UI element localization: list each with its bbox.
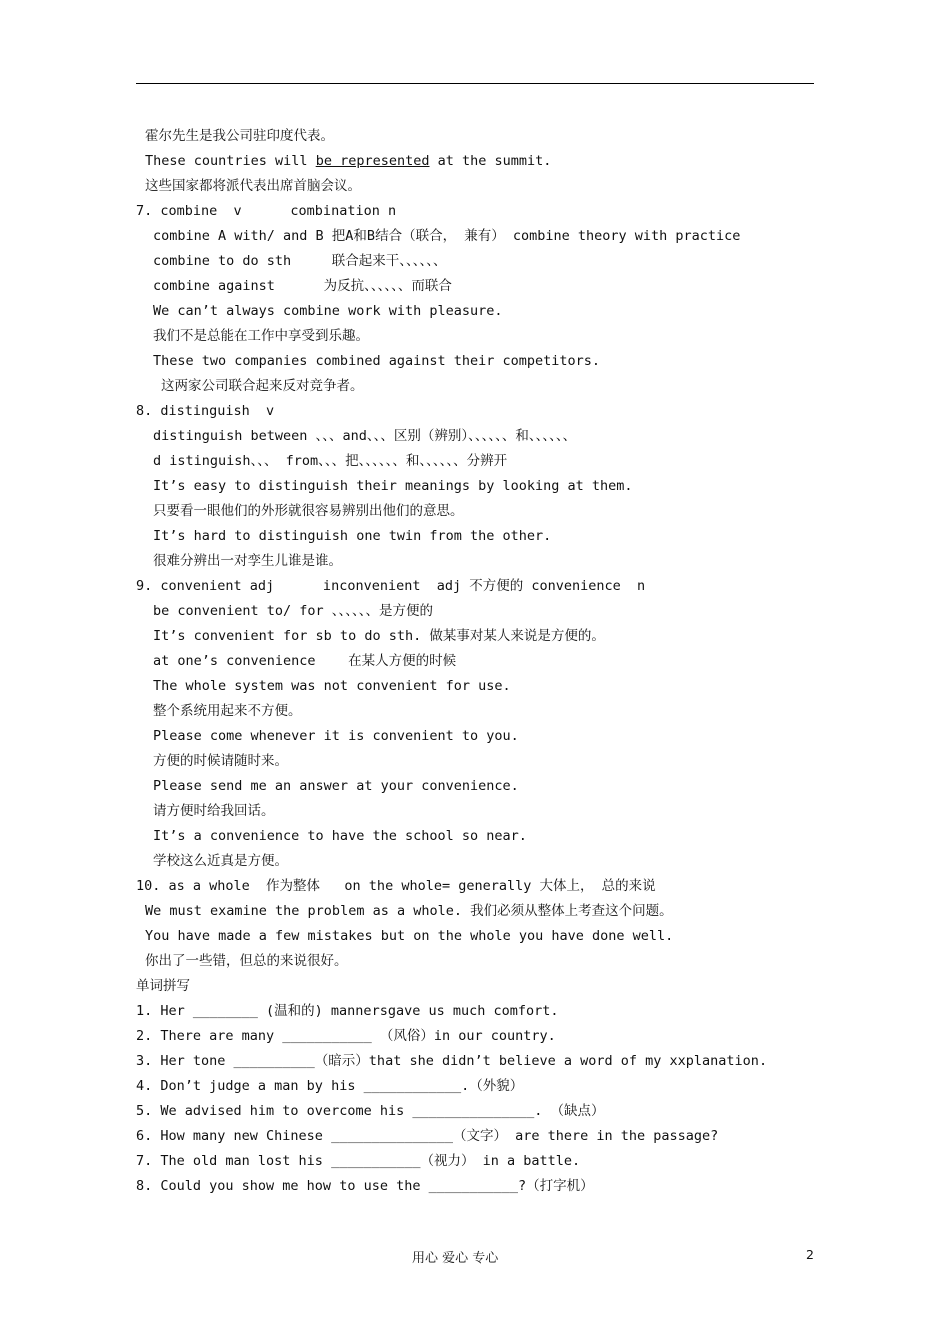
text-line: Please come whenever it is convenient to you. [153,728,519,744]
example-sentence [145,149,551,174]
text-line: combine against 为反抗、、、、、、而联合 [153,278,452,294]
text-line: 方便的时候请随时来。 [153,753,288,769]
exercise-item: 1. Her ________ (温和的) mannersgave us much comfort. [136,1003,559,1019]
text-line: d istinguish、、、 from、、、把、、、、、、和、、、、、、分辨开 [153,453,508,469]
exercise-item: 5. We advised him to overcome his _______________. （缺点） [136,1103,605,1119]
sentence-part: at the summit. [429,153,552,169]
text-line: 学校这么近真是方便。 [153,853,288,869]
exercise-item: 6. How many new Chinese _______________（文字） are there in the passage? [136,1128,719,1144]
text-line: It’s easy to distinguish their meanings by looking at them. [153,478,633,494]
header-rule [136,83,814,84]
text-line: It’s hard to distinguish one twin from the other. [153,528,552,544]
vocab-heading: 9. convenient adj inconvenient adj 不方便的 convenience n [136,578,646,594]
vocab-heading: 8. distinguish v [136,403,275,419]
text-line: We can’t always combine work with pleasure. [153,303,503,319]
text-line: at one’s convenience 在某人方便的时候 [153,653,457,669]
text-line: 这些国家都将派代表出席首脑会议。 [145,178,361,194]
exercise-item: 7. The old man lost his ___________（视力） in a battle. [136,1153,581,1169]
exercise-item: 3. Her tone __________（暗示）that she didn’t believe a word of my xxplanation. [136,1053,768,1069]
text-line: It’s a convenience to have the school so near. [153,828,527,844]
text-line: 只要看一眼他们的外形就很容易辨别出他们的意思。 [153,503,464,519]
underlined-phrase: be represented [315,153,430,169]
footer-text: 用心 爱心 专心 [412,1251,499,1266]
exercise-item: 4. Don’t judge a man by his ____________.（外貌） [136,1078,524,1094]
text-line: These two companies combined against their competitors. [153,353,601,369]
text-line: Please send me an answer at your convenience. [153,778,519,794]
text-line: The whole system was not convenient for use. [153,678,511,694]
exercise-item: 8. Could you show me how to use the ___________?（打字机） [136,1178,594,1194]
text-line: It’s convenient for sb to do sth. 做某事对某人来说是方便的。 [153,628,605,644]
text-line: 你出了一些错，但总的来说很好。 [145,953,348,969]
vocab-heading: 10. as a whole 作为整体 on the whole= generally 大体上， 总的来说 [136,878,656,894]
text-line: 这两家公司联合起来反对竞争者。 [161,378,364,394]
exercise-item: 2. There are many ___________ （风俗）in our country. [136,1028,556,1044]
text-line: 请方便时给我回话。 [153,803,275,819]
text-line: 霍尔先生是我公司驻印度代表。 [145,128,334,144]
text-line: be convenient to/ for 、、、、、、是方便的 [153,603,434,619]
page-number: 2 [806,1247,814,1262]
text-line: combine A with/ and B 把A和B结合（联合， 兼有） combine theory with practice [153,228,741,244]
text-line: We must examine the problem as a whole. 我们必须从整体上考查这个问题。 [145,903,673,919]
section-heading: 单词拼写 [136,978,190,994]
page-footer [0,1247,950,1267]
text-line: distinguish between 、、、and、、、区别（辨别）、、、、、、和、、、、、、 [153,428,577,444]
text-line: 整个系统用起来不方便。 [153,703,302,719]
vocab-heading: 7. combine v combination n [136,203,397,219]
text-line: combine to do sth 联合起来干、、、、、、 [153,253,447,269]
text-line: 我们不是总能在工作中享受到乐趣。 [153,328,369,344]
text-line: 很难分辨出一对孪生儿谁是谁。 [153,553,342,569]
sentence-part: These countries will [145,153,316,169]
text-line: You have made a few mistakes but on the whole you have done well. [145,928,674,944]
